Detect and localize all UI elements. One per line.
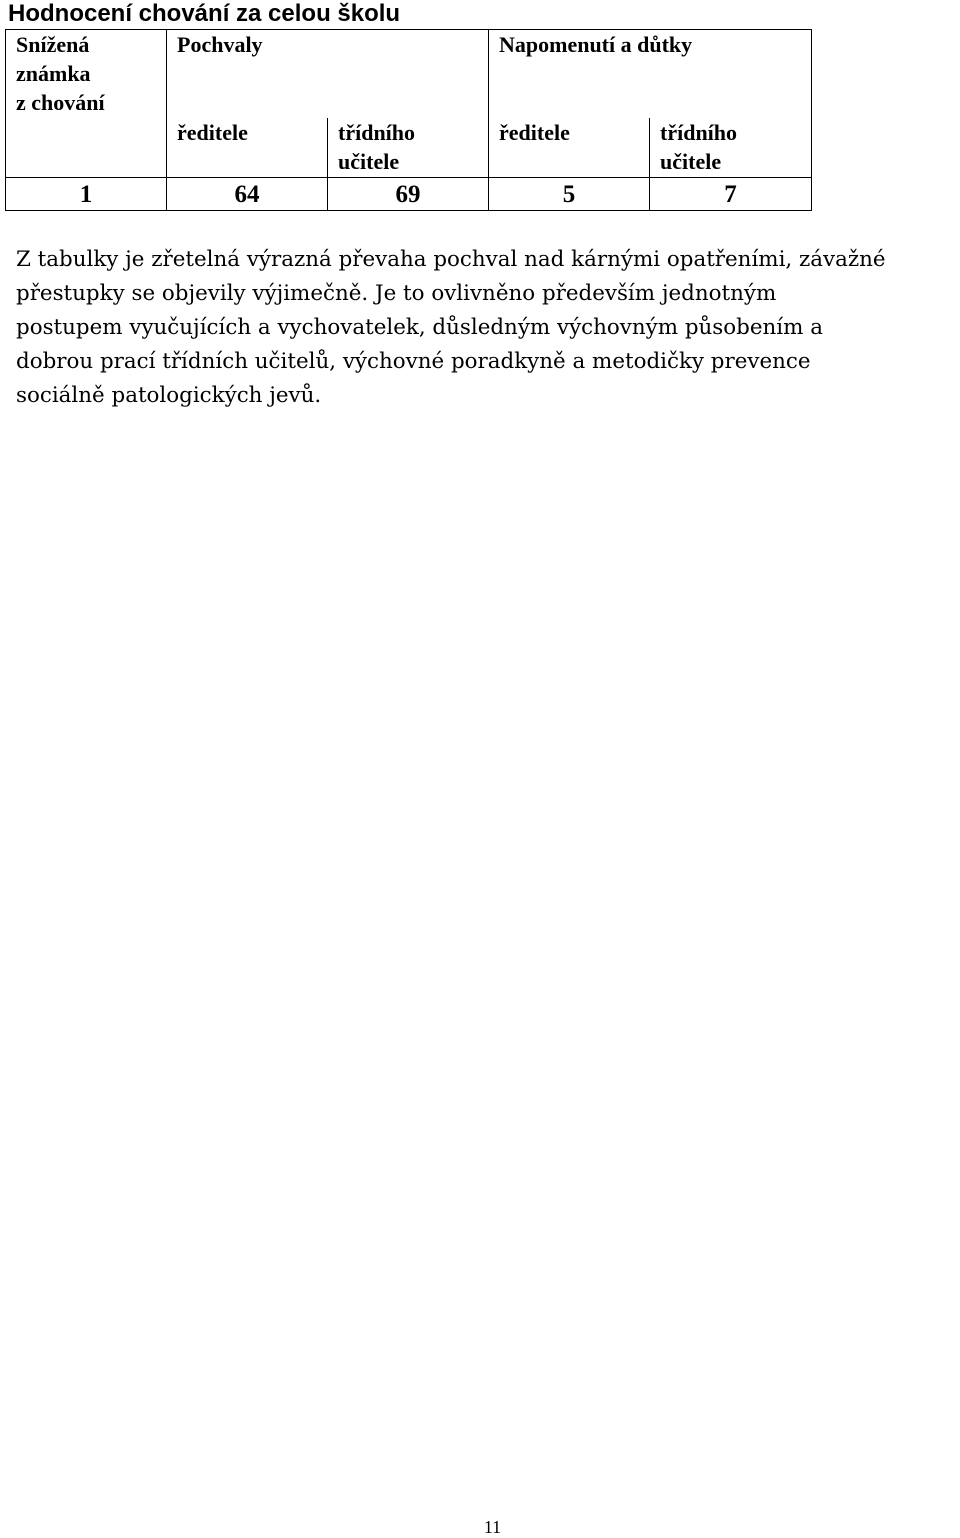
header-reduced-grade-line: z chování (16, 90, 105, 115)
subheader-line: třídního (660, 120, 738, 145)
subheader-reprimand-principal: ředitele (489, 118, 650, 178)
table-row (6, 178, 812, 211)
header-reduced-grade-line: známka (16, 61, 91, 86)
header-reprimands: Napomenutí a důtky (489, 30, 812, 119)
paragraph-line: sociálně patologických jevů. (16, 383, 322, 408)
subheader-line: učitele (338, 149, 400, 174)
subheader-praise-principal: ředitele (167, 118, 328, 178)
subheader-line: učitele (660, 149, 722, 174)
paragraph-line: Z tabulky je zřetelná výrazná převaha pochval nad kárnými opatřeními, závažné (16, 247, 886, 272)
value-praise-class-teacher: 69 (328, 178, 489, 211)
paragraph-line: přestupky se objevily výjimečně. Je to ovlivněno především jednotným (16, 281, 777, 306)
value-reprimand-principal: 5 (489, 178, 650, 211)
value-praise-principal: 64 (167, 178, 328, 211)
header-praise: Pochvaly (167, 30, 489, 119)
subheader-reprimand-class-teacher (650, 118, 812, 178)
subheader-praise-class-teacher (328, 118, 489, 178)
table-header-row (6, 30, 812, 119)
body-paragraph (16, 243, 960, 413)
subheader-line: třídního (338, 120, 416, 145)
header-reduced-grade-line: Snížená (16, 32, 90, 57)
subheader-empty (6, 118, 167, 178)
behavior-table (5, 29, 812, 211)
value-reduced-grade: 1 (6, 178, 167, 211)
paragraph-line: dobrou prací třídních učitelů, výchovné poradkyně a metodičky prevence (16, 349, 811, 374)
table-subheader-row (6, 118, 812, 178)
page-number: 11 (483, 1517, 502, 1537)
paragraph-line: postupem vyučujících a vychovatelek, důsledným výchovným působením a (16, 315, 823, 340)
header-reduced-grade (6, 30, 167, 119)
section-heading: Hodnocení chování za celou školu (8, 0, 401, 27)
value-reprimand-class-teacher: 7 (650, 178, 812, 211)
